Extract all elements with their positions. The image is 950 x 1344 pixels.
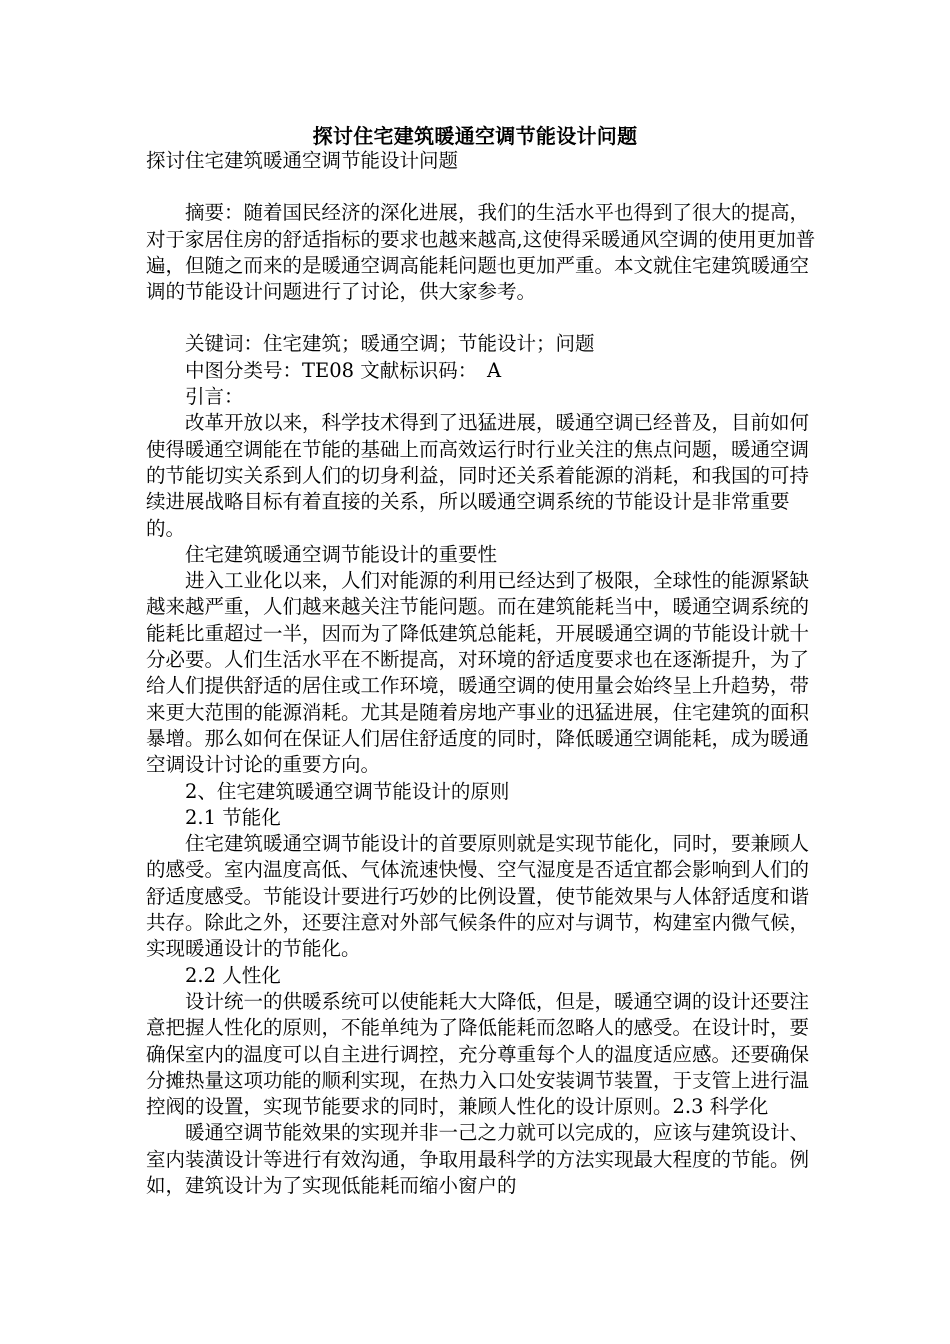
keywords-line: 关键词：住宅建筑；暖通空调；节能设计；问题 xyxy=(146,332,595,356)
abstract-paragraph: 摘要：随着国民经济的深化进展，我们的生活水平也得到了很大的提高，对于家居住房的舒适指标的要求也越来越高,这使得采暖通风空调的使用更加普遍，但随之而来的是暖通空调高能耗问题也更加严重。本文就住宅建筑暖通空调的节能设计问题进行了讨论，供大家参考。 xyxy=(146,201,816,304)
intro-heading: 引言： xyxy=(146,385,244,409)
classification-line: 中图分类号：TE08 文献标识码： A xyxy=(146,358,502,382)
section21-paragraph: 住宅建筑暖通空调节能设计的首要原则就是实现节能化，同时，要兼顾人的感受。室内温度高低、气体流速快慢、空气湿度是否适宜都会影响到人们的舒适度感受。节能设计要进行巧妙的比例设置，使节能效果与人体舒适度和谐共存。除此之外，还要注意对外部气候条件的应对与调节，构建室内微气候，实现暖通设计的节能化。 xyxy=(146,832,810,961)
paragraph-gap xyxy=(146,174,816,200)
section23-paragraph: 暖通空调节能效果的实现并非一己之力就可以完成的，应该与建筑设计、室内装潢设计等进行有效沟通，争取用最科学的方法实现最大程度的节能。例如，建筑设计为了实现低能耗而缩小窗户的 xyxy=(146,1121,810,1197)
paragraph-gap xyxy=(146,305,816,331)
document-title: 探讨住宅建筑暖通空调节能设计问题 xyxy=(312,124,638,148)
document-subtitle: 探讨住宅建筑暖通空调节能设计问题 xyxy=(146,149,459,172)
section1-paragraph: 进入工业化以来，人们对能源的利用已经达到了极限，全球性的能源紧缺越来越严重，人们越来越关注节能问题。而在建筑能耗当中，暖通空调系统的能耗比重超过一半，因而为了降低建筑总能耗，开展暖通空调的节能设计就十分必要。人们生活水平在不断提高，对环境的舒适度要求也在逐渐提升，为了给人们提供舒适的居住或工作环境，暖通空调的使用量会始终呈上升趋势，带来更大范围的能源消耗。尤其是随着房地产事业的迅猛进展，住宅建筑的面积暴增。那么如何在保证人们居住舒适度的同时，降低暖通空调能耗，成为暖通空调设计讨论的重要方向。 xyxy=(146,569,810,777)
section1-heading: 住宅建筑暖通空调节能设计的重要性 xyxy=(146,542,498,566)
section21-heading: 2.1 节能化 xyxy=(146,805,281,829)
document-body xyxy=(146,148,816,1199)
section22-heading: 2.2 人性化 xyxy=(146,963,281,987)
section2-heading: 2、住宅建筑暖通空调节能设计的原则 xyxy=(146,779,510,803)
intro-paragraph: 改革开放以来，科学技术得到了迅猛进展，暖通空调已经普及，目前如何使得暖通空调能在节能的基础上而高效运行时行业关注的焦点问题，暖通空调的节能切实关系到人们的切身利益，同时还关系着能源的消耗，和我国的可持续进展战略目标有着直接的关系，所以暖通空调系统的节能设计是非常重要的。 xyxy=(146,411,810,540)
section22-paragraph: 设计统一的供暖系统可以使能耗大大降低，但是，暖通空调的设计还要注意把握人性化的原则，不能单纯为了降低能耗而忽略人的感受。在设计时，要确保室内的温度可以自主进行调控，充分尊重每个人的温度适应感。还要确保分摊热量这项功能的顺利实现，在热力入口处安装调节装置，于支管上进行温控阀的设置，实现节能要求的同时，兼顾人性化的设计原则。2.3 科学化 xyxy=(146,989,810,1119)
